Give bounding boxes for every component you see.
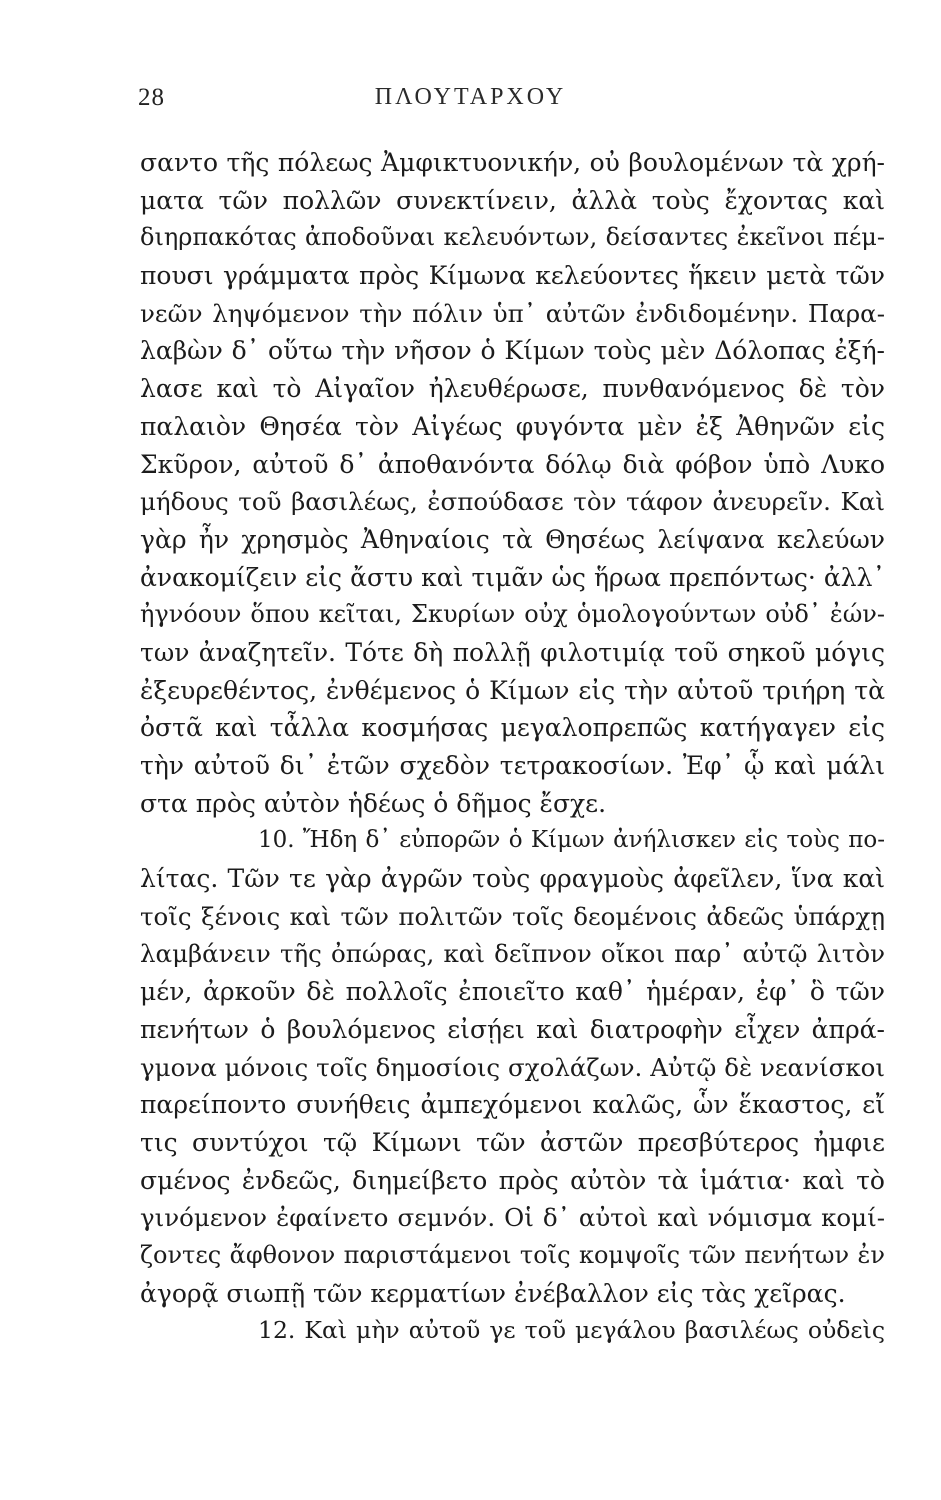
text-line: μήδους τοῦ βασιλέως, ἐσπούδασε τὸν τάφον ἀνευρεῖν. Καὶ: [140, 487, 885, 517]
text-line: λαμβάνειν τῆς ὀπώρας, καὶ δεῖπνον οἴκοι παρ᾽ αὐτῷ λιτὸν: [140, 939, 885, 969]
text-line: λασε καὶ τὸ Αἰγαῖον ἠλευθέρωσε, πυνθανόμενος δὲ τὸν: [140, 374, 885, 404]
text-line: νεῶν ληψόμενον τὴν πόλιν ὑπ᾽ αὐτῶν ἐνδιδομένην. Παρα-: [140, 298, 885, 328]
text-line: λίτας. Τῶν τε γὰρ ἀγρῶν τοὺς φραγμοὺς ἀφεῖλεν, ἵνα καὶ: [140, 864, 885, 894]
text-line: των ἀναζητεῖν. Τότε δὴ πολλῇ φιλοτιμίᾳ τοῦ σηκοῦ μόγις: [140, 637, 885, 667]
text-line: ἐξευρεθέντος, ἐνθέμενος ὁ Κίμων εἰς τὴν αὑτοῦ τριήρη τὰ: [140, 675, 885, 705]
text-line: πενήτων ὁ βουλόμενος εἰσῄει καὶ διατροφὴν εἶχεν ἀπρά-: [140, 1014, 885, 1044]
page-number: 28: [138, 84, 165, 111]
text-line: ἠγνόουν ὅπου κεῖται, Σκυρίων οὐχ ὁμολογούντων οὐδ᾽ ἐών-: [140, 600, 885, 629]
text-line: γὰρ ἦν χρησμὸς Ἀθηναίοις τὰ Θησέως λείψανα κελεύων: [140, 524, 885, 554]
text-line: σαντο τῆς πόλεως Ἀμφικτυονικήν, οὐ βουλομένων τὰ χρή-: [140, 148, 885, 177]
body-text: [140, 144, 885, 1350]
text-line: λαβὼν δ᾽ οὕτω τὴν νῆσον ὁ Κίμων τοὺς μὲν Δόλοπας ἐξή-: [140, 336, 885, 366]
text-line: πουσι γράμματα πρὸς Κίμωνα κελεύοντες ἥκειν μετὰ τῶν: [140, 261, 885, 291]
text-line: διηρπακότας ἀποδοῦναι κελευόντων, δείσαντες ἐκεῖνοι πέμ-: [140, 223, 885, 252]
text-line: στα πρὸς αὐτὸν ἡδέως ὁ δῆμος ἔσχε.: [140, 788, 607, 818]
page-header: [0, 84, 941, 124]
text-line: γμονα μόνοις τοῖς δημοσίοις σχολάζων. Αὐτῷ δὲ νεανίσκοι: [140, 1052, 885, 1082]
running-head: ΠΛΟΥΤΑΡΧΟΥ: [374, 84, 567, 110]
text-line: Σκῦρον, αὐτοῦ δ᾽ ἀποθανόντα δόλῳ διὰ φόβον ὑπὸ Λυκο: [140, 449, 885, 479]
text-line: τις συντύχοι τῷ Κίμωνι τῶν ἀστῶν πρεσβύτερος ἠμφιε: [140, 1127, 885, 1157]
section-start-line: 10. Ἤδη δ᾽ εὐπορῶν ὁ Κίμων ἀνήλισκεν εἰς τοὺς πο-: [258, 827, 885, 854]
text-line: σμένος ἐνδεῶς, διημείβετο πρὸς αὐτὸν τὰ ἱμάτια· καὶ τὸ: [140, 1165, 885, 1195]
text-line: ματα τῶν πολλῶν συνεκτίνειν, ἀλλὰ τοὺς ἔχοντας καὶ: [140, 185, 885, 215]
text-line: ἀγορᾷ σιωπῇ τῶν κερματίων ἐνέβαλλον εἰς τὰς χεῖρας.: [140, 1278, 846, 1308]
text-line: γινόμενον ἐφαίνετο σεμνόν. Οἱ δ᾽ αὐτοὶ καὶ νόμισμα κομί-: [140, 1203, 885, 1233]
text-line: παρείποντο συνήθεις ἀμπεχόμενοι καλῶς, ὧν ἕκαστος, εἴ: [140, 1090, 885, 1120]
text-line: μέν, ἀρκοῦν δὲ πολλοῖς ἐποιεῖτο καθ᾽ ἡμέραν, ἐφ᾽ ὃ τῶν: [140, 977, 885, 1007]
section-start-line: 12. Καὶ μὴν αὐτοῦ γε τοῦ μεγάλου βασιλέως οὐδεὶς: [258, 1316, 885, 1345]
text-line: ὀστᾶ καὶ τἆλλα κοσμήσας μεγαλοπρεπῶς κατήγαγεν εἰς: [140, 713, 885, 743]
text-line: παλαιὸν Θησέα τὸν Αἰγέως φυγόντα μὲν ἐξ Ἀθηνῶν εἰς: [140, 411, 885, 441]
text-line: ζοντες ἄφθονον παριστάμενοι τοῖς κομψοῖς τῶν πενήτων ἐν: [140, 1240, 885, 1269]
text-line: ἀνακομίζειν εἰς ἄστυ καὶ τιμᾶν ὡς ἥρωα πρεπόντως· ἀλλ᾽: [140, 562, 885, 592]
text-line: τὴν αὐτοῦ δι᾽ ἐτῶν σχεδὸν τετρακοσίων. Ἐφ᾽ ᾧ καὶ μάλι: [140, 751, 885, 780]
text-line: τοῖς ξένοις καὶ τῶν πολιτῶν τοῖς δεομένοις ἀδεῶς ὑπάρχῃ: [140, 901, 885, 931]
